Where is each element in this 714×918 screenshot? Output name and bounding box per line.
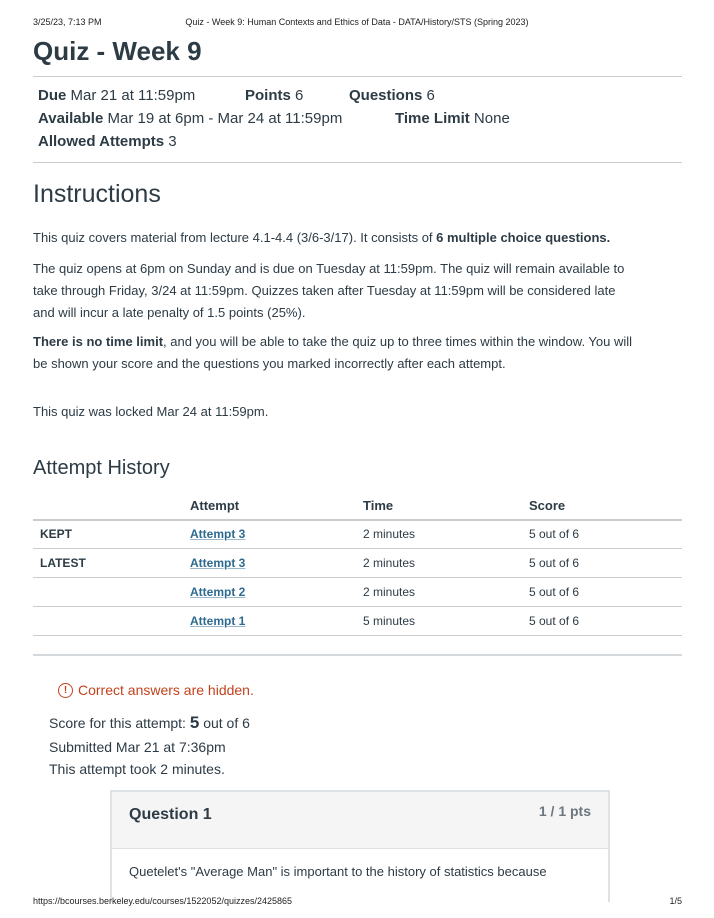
instructions-paragraph-1: This quiz covers material from lecture 4.1-4.4 (3/6-3/17). It consists of 6 multiple choice questions. — [33, 230, 611, 245]
answers-hidden-alert — [58, 682, 254, 698]
column-header-time: Time — [363, 498, 394, 513]
warning-icon: ! — [58, 683, 73, 698]
question-points: 1 / 1 pts — [538, 803, 591, 819]
print-timestamp: 3/25/23, 7:13 PM — [33, 17, 102, 27]
attempt-score: 5 out of 6 — [529, 614, 580, 628]
submitted-text: Submitted Mar 21 at 7:36pm — [49, 739, 226, 755]
question-title: Question 1 — [129, 806, 212, 823]
attempt-score: 5 out of 6 — [529, 585, 580, 599]
row-tag: KEPT — [40, 527, 73, 541]
row-divider — [33, 606, 682, 607]
instructions-paragraph-3: There is no time limit, and you will be able to take the quiz up to three times within the window. You will be shown your score and the questions you marked incorrectly after each attempt. — [33, 334, 633, 371]
questions-label: Questions — [349, 87, 423, 104]
row-tag: LATEST — [40, 556, 86, 570]
due-label: Due — [38, 87, 67, 104]
row-divider — [33, 548, 682, 549]
attempt-time: 2 minutes — [363, 527, 416, 541]
question-header — [112, 792, 608, 849]
column-header-attempt: Attempt — [190, 498, 240, 513]
allowed-attempts-value: 3 — [168, 133, 177, 150]
score-line: Score for this attempt: 5 out of 6 — [49, 713, 250, 732]
answers-hidden-text: Correct answers are hidden. — [78, 682, 254, 698]
available-label: Available — [38, 110, 104, 127]
attempt-link[interactable]: Attempt 2 — [190, 585, 246, 599]
divider — [33, 76, 682, 77]
page-title: Quiz - Week 9 — [33, 36, 202, 66]
attempt-history-heading: Attempt History — [33, 457, 170, 479]
time-limit-value: None — [473, 110, 510, 127]
question-text: Quetelet's "Average Man" is important to the history of statistics because — [129, 864, 547, 879]
time-limit-label: Time Limit — [395, 110, 470, 127]
points-label: Points — [245, 87, 291, 104]
attempt-link[interactable]: Attempt 3 — [190, 527, 246, 541]
print-title: Quiz - Week 9: Human Contexts and Ethics of Data - DATA/History/STS (Spring 2023) — [185, 17, 529, 27]
row-divider — [33, 577, 682, 578]
attempt-time: 5 minutes — [363, 614, 416, 628]
attempt-score: 5 out of 6 — [529, 556, 580, 570]
points-value: 6 — [295, 87, 304, 104]
column-header-score: Score — [529, 498, 566, 513]
allowed-attempts-label: Allowed Attempts — [38, 133, 165, 150]
divider — [33, 162, 682, 163]
print-url: https://bcourses.berkeley.edu/courses/1522052/quizzes/2425865 — [33, 896, 293, 906]
questions-value: 6 — [426, 87, 435, 104]
row-divider — [33, 635, 682, 636]
attempt-link[interactable]: Attempt 1 — [190, 614, 246, 628]
section-divider — [33, 654, 682, 656]
instructions-heading: Instructions — [33, 180, 161, 208]
print-page-number: 1/5 — [669, 896, 682, 906]
duration-text: This attempt took 2 minutes. — [49, 761, 225, 777]
available-value: Mar 19 at 6pm - Mar 24 at 11:59pm — [107, 110, 343, 127]
attempt-link[interactable]: Attempt 3 — [190, 556, 246, 570]
header-divider — [33, 519, 682, 521]
due-value: Mar 21 at 11:59pm — [70, 87, 196, 104]
attempt-time: 2 minutes — [363, 585, 416, 599]
attempt-score: 5 out of 6 — [529, 527, 580, 541]
locked-notice: This quiz was locked Mar 24 at 11:59pm. — [33, 404, 269, 419]
attempt-time: 2 minutes — [363, 556, 416, 570]
question-card — [110, 790, 610, 902]
instructions-paragraph-2: The quiz opens at 6pm on Sunday and is due on Tuesday at 11:59pm. The quiz will remain available to take through Friday, 3/24 at 11:59pm. Quizzes taken after Tuesday at 11:59pm will be considered late and will incur a late penalty of 1.5 points (25%). — [33, 261, 625, 320]
score-value: 5 — [189, 713, 200, 732]
